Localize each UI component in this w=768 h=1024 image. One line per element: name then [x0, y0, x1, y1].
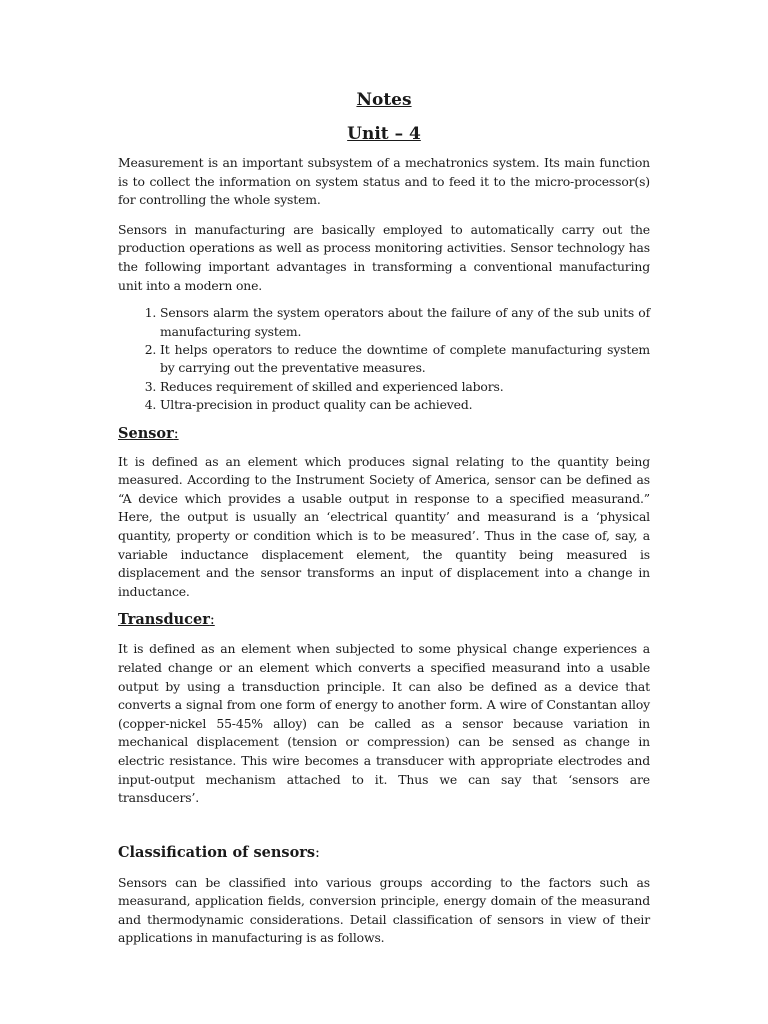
sensor-heading-text: Sensor [118, 424, 174, 442]
transducer-heading-colon: : [209, 612, 215, 629]
page-subtitle: Unit – 4 [347, 124, 421, 144]
transducer-paragraph: It is defined as an element when subjected to some physical change experiences a related change or an element which converts a specified measurand into a usable output by using a transduction principle. It can also be defined as a device that converts a signal from one form of energy to another form. A wire of Constantan alloy (copper-nickel 55-45% alloy) can be called as a sensor because variation in mechanical displacement (tension or compression) can be sensed as change in electric resistance. This wire becomes a transducer with appropriate electrodes and input-output mechanism attached to it. Thus we can say that ‘sensors are transducers’. [118, 641, 650, 806]
classification-heading-text: Classification of sensors [118, 843, 316, 861]
document-page [118, 88, 650, 948]
intro-paragraph: Sensors in manufacturing are basically employed to automatically carry out the production operations as well as process monitoring activities. Sensor technology has the following important advantages in transforming a conventional manufacturing unit into a modern one. [118, 221, 650, 293]
classification-heading [118, 842, 650, 864]
list-item: 1. Sensors alarm the system operators about the failure of any of the sub units of manufacturing system. [160, 304, 650, 341]
advantages-list [118, 304, 650, 414]
list-item: 3. Reduces requirement of skilled and experienced labors. [160, 378, 650, 396]
classification-heading-colon: : [315, 844, 320, 861]
page-title: Notes [356, 90, 412, 110]
intro-paragraph: Measurement is an important subsystem of a mechatronics system. Its main function is to collect the information on system status and to feed it to the micro-processor(s) for controlling the whole system. [118, 155, 650, 208]
list-item: 4. Ultra-precision in product quality can be achieved. [160, 396, 650, 414]
sensor-heading-colon: : [173, 425, 179, 442]
sensor-heading [118, 423, 650, 445]
transducer-heading [118, 609, 650, 631]
classification-paragraph: Sensors can be classified into various groups according to the factors such as measurand, application fields, conversion principle, energy domain of the measurand and thermodynamic considerations. Detail classification of sensors in view of their applications in manufacturing is as follows. [118, 874, 650, 946]
transducer-heading-text: Transducer [118, 611, 210, 629]
sensor-paragraph: It is defined as an element which produces signal relating to the quantity being measured. According to the Instrument Society of America, sensor can be defined as “A device which provides a usable output in response to a specified measurand.” Here, the output is usually an ‘electrical quantity’ and measurand is a ‘physical quantity, property or condition which is to be measured’. Thus in the case of, say, a variable inductance displacement element, the quantity being measured is displacement and the sensor transforms an input of displacement into a change in inductance. [118, 453, 650, 599]
list-item: 2. It helps operators to reduce the downtime of complete manufacturing system by carrying out the preventative measures. [160, 341, 650, 378]
